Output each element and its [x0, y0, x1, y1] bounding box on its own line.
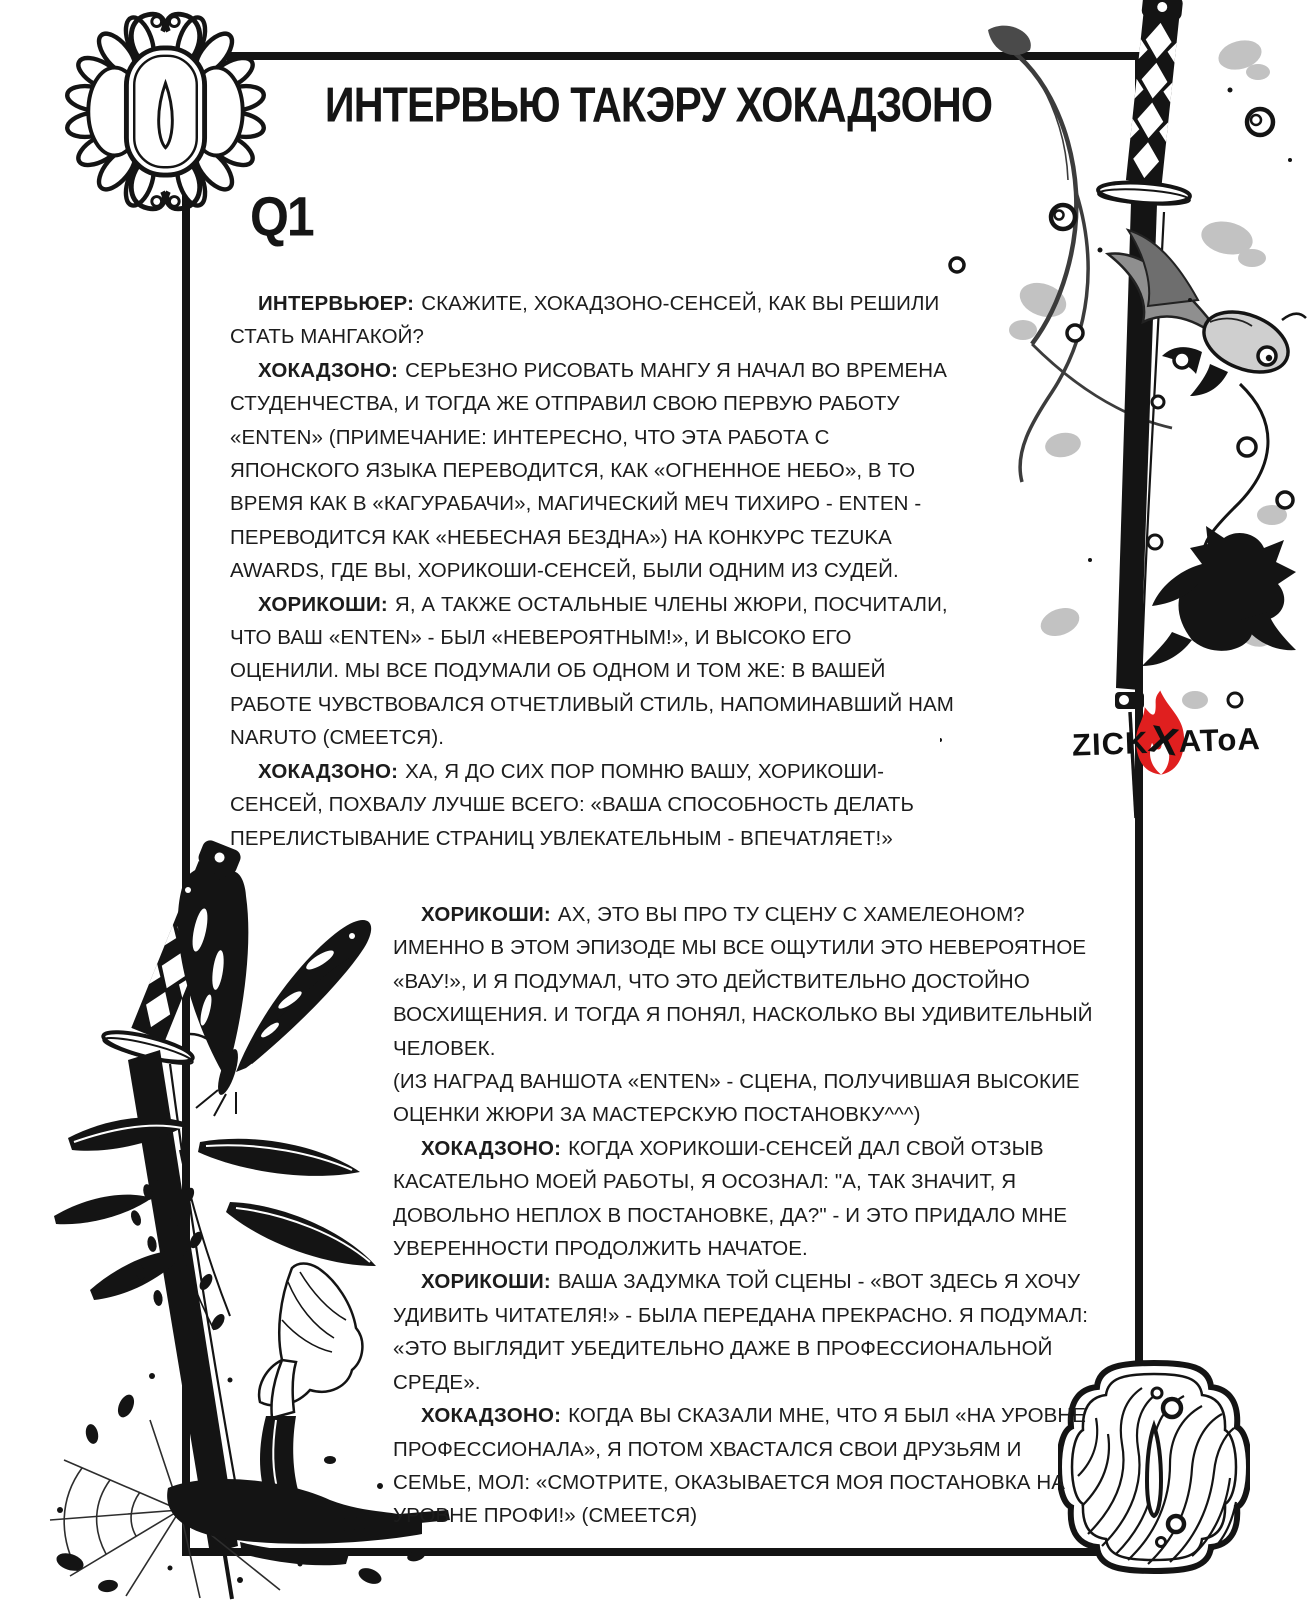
paragraph	[230, 287, 954, 354]
paragraph-text: (ИЗ НАГРАД ВАНШОТА «ENTEN» - СЦЕНА, ПОЛУЧИВШАЯ ВЫСОКИЕ ОЦЕНКИ ЖЮРИ ЗА МАСТЕРСКУЮ ПОСТАНОВКУ^^^)	[393, 1070, 1080, 1127]
goldfish-silhouette-icon	[1142, 526, 1296, 666]
watermark-left: ZICK	[1071, 724, 1149, 763]
paragraph-text: ВАША ЗАДУМКА ТОЙ СЦЕНЫ - «ВОТ ЗДЕСЬ Я ХОЧУ УДИВИТЬ ЧИТАТЕЛЯ!» - БЫЛА ПЕРЕДАНА ПРЕКРАСНО. Я ПОДУМАЛ: «ЭТО ВЫГЛЯДИТ УБЕДИТЕЛЬНО ДАЖЕ В ПРОФЕССИОНАЛЬНОЙ СРЕДЕ».	[393, 1270, 1089, 1394]
paragraph	[393, 898, 1093, 1065]
speaker-label: ХОКАДЗОНО:	[421, 1136, 562, 1160]
paragraph-text: ХА, Я ДО СИХ ПОР ПОМНЮ ВАШУ, ХОРИКОШИ-СЕНСЕЙ, ПОХВАЛУ ЛУЧШЕ ВСЕГО: «ВАША СПОСОБНОСТЬ ДЕЛАТЬ ПЕРЕЛИСТЫВАНИЕ СТРАНИЦ УВЛЕКАТЕЛЬНЫМ - ВПЕЧАТЛЯЕТ!»	[230, 759, 915, 850]
paragraph-text: КОГДА ХОРИКОШИ-СЕНСЕЙ ДАЛ СВОЙ ОТЗЫВ КАСАТЕЛЬНО МОЕЙ РАБОТЫ, Я ОСОЗНАЛ: "А, ТАК ЗНАЧИТ, Я ДОВОЛЬНО НЕПЛОХ В ПОСТАНОВКЕ, ДА?" - И ЭТО ПРИДАЛО МНЕ УВЕРЕННОСТИ ПРОДОЛЖИТЬ НАЧАТОЕ.	[393, 1136, 1068, 1261]
question-number-label: Q1	[250, 185, 313, 248]
page-title: ИНТЕРВЬЮ ТАКЭРУ ХОКАДЗОНО	[324, 78, 993, 133]
leaf-icons	[54, 1117, 376, 1300]
paragraph-text: СКАЖИТЕ, ХОКАДЗОНО-СЕНСЕЙ, КАК ВЫ РЕШИЛИ СТАТЬ МАНГАКОЙ?	[230, 292, 940, 349]
paragraph	[393, 1265, 1093, 1399]
interview-text-block-2	[393, 898, 1093, 1533]
speaker-label: ИНТЕРВЬЮЕР:	[258, 292, 415, 315]
paragraph-text: СЕРЬЕЗНО РИСОВАТЬ МАНГУ Я НАЧАЛ ВО ВРЕМЕНА СТУДЕНЧЕСТВА, И ТОГДА ЖЕ ОТПРАВИЛ СВОЮ ПЕРВУЮ РАБОТУ «ENTEN» (ПРИМЕЧАНИЕ: ИНТЕРЕСНО, ЧТО ЭТА РАБОТА С ЯПОНСКОГО ЯЗЫКА ПЕРЕВОДИТСЯ, КАК «ОГНЕННОЕ НЕБО», В ТО ВРЕМЯ КАК В «КАГУРАБАЧИ», МАГИЧЕСКИЙ МЕЧ ТИХИРО - ENTEN - ПЕРЕВОДИТСЯ КАК «НЕБЕСНАЯ БЕЗДНА») НА КОНКУРС TEZUKA AWARDS, ГДЕ ВЫ, ХОРИКОШИ-СЕНСЕЙ, БЫЛИ ОДНИМ ИЗ СУДЕЙ.	[230, 358, 947, 583]
paragraph	[230, 755, 954, 855]
paragraph-text: АХ, ЭТО ВЫ ПРО ТУ СЦЕНУ С ХАМЕЛЕОНОМ? ИМЕННО В ЭТОМ ЭПИЗОДЕ МЫ ВСЕ ОЩУТИЛИ ЭТО НЕВЕРОЯТНОЕ «ВАУ!», И Я ПОДУМАЛ, ЧТО ЭТО ДЕЙСТВИТЕЛЬНО ДОСТОЙНО ВОСХИЩЕНИЯ. И ТОГДА Я ПОНЯЛ, НАСКОЛЬКО ВЫ УДИВИТЕЛЬНЫЙ ЧЕЛОВЕК.	[393, 903, 1093, 1060]
paragraph-text: КОГДА ВЫ СКАЗАЛИ МНЕ, ЧТО Я БЫЛ «НА УРОВНЕ ПРОФЕССИОНАЛА», Я ПОТОМ ХВАСТАЛСЯ СВОИ ДРУЗЬЯМ И СЕМЬЕ, МОЛ: «СМОТРИТЕ, ОКАЗЫВАЕТСЯ МОЯ ПОСТАНОВКА НА УРОВНЕ ПРОФИ!» (СМЕЕТСЯ)	[393, 1404, 1087, 1528]
watermark-x: X	[1146, 718, 1184, 765]
katana-handle	[1124, 0, 1183, 184]
butterfly-icon	[178, 869, 371, 1116]
flower-icon	[259, 1264, 362, 1499]
speaker-label: ХОКАДЗОНО:	[258, 358, 399, 382]
ink-splatter	[54, 1373, 450, 1593]
interview-text-block-1	[230, 287, 954, 855]
scanlation-watermark	[1070, 688, 1283, 795]
translator-note-paragraph	[393, 1065, 1093, 1132]
paragraph	[393, 1399, 1093, 1533]
paragraph-text: Я, А ТАКЖЕ ОСТАЛЬНЫЕ ЧЛЕНЫ ЖЮРИ, ПОСЧИТАЛИ, ЧТО ВАШ «ENTEN» - БЫЛ «НЕВЕРОЯТНЫМ!», И ВЫСОКО ЕГО ОЦЕНИЛИ. МЫ ВСЕ ПОДУМАЛИ ОБ ОДНОМ И ТОМ ЖЕ: В ВАШЕЙ РАБОТЕ ЧУВСТВОВАЛСЯ ОТЧЕТЛИВЫЙ СТИЛЬ, НАПОМИНАВШИЙ НАМ NARUTO (СМЕЕТСЯ).	[230, 592, 954, 750]
watermark-right: AToA	[1178, 720, 1262, 759]
ink-leaf-blob	[988, 26, 1031, 55]
speaker-label: ХОКАДЗОНО:	[258, 759, 399, 783]
paragraph	[230, 588, 954, 755]
paragraph	[393, 1132, 1093, 1266]
speaker-label: ХОРИКОШИ:	[421, 1270, 551, 1294]
paragraph	[230, 354, 954, 588]
speaker-label: ХОКАДЗОНО:	[421, 1404, 562, 1428]
speaker-label: ХОРИКОШИ:	[421, 903, 551, 926]
speaker-label: ХОРИКОШИ:	[258, 592, 388, 616]
